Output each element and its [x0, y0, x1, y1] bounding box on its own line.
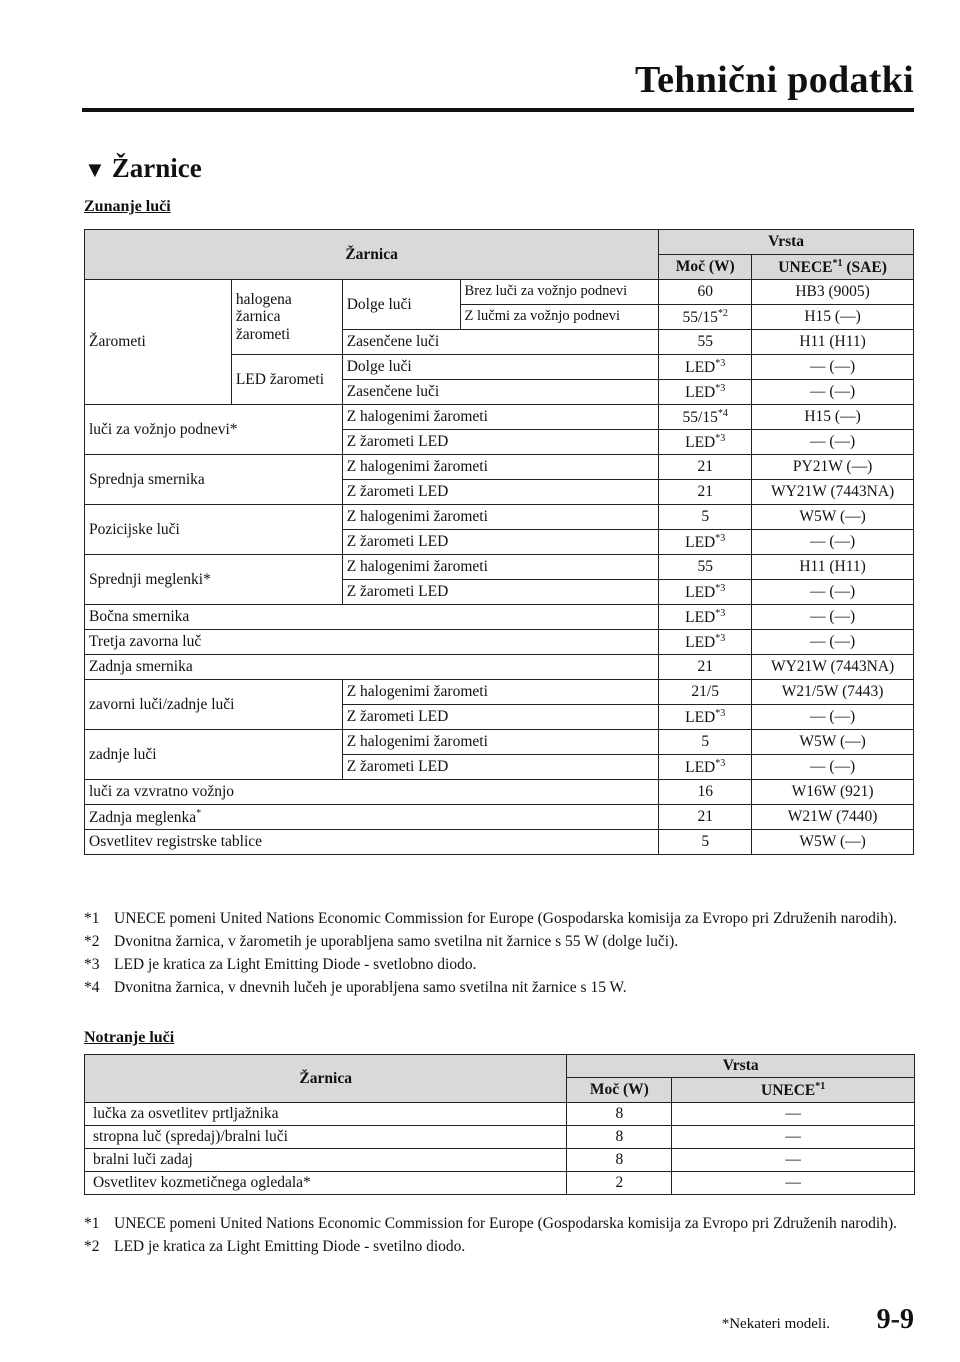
- header-rule: [82, 108, 914, 112]
- header-power: Moč (W): [567, 1078, 672, 1103]
- exterior-footnotes: [84, 907, 914, 999]
- table-row: Osvetlitev kozmetičnega ogledala* 2 —: [85, 1172, 915, 1195]
- section-title-text: Žarnice: [111, 153, 202, 183]
- table-row: Z žarometi LED LED$^{*3}$ — (—): [85, 755, 914, 780]
- table-row: Osvetlitev registrske tablice 5 W5W (—): [85, 830, 914, 855]
- header-unece: UNECE$^{*1}$: [672, 1078, 915, 1103]
- table-row: Pozicijske luči Z halogenimi žarometi 5 W5W (—): [85, 505, 914, 530]
- interior-lights-title: Notranje luči: [84, 1029, 175, 1046]
- footer-note: *Nekateri modeli.: [721, 1316, 830, 1332]
- section-title: [84, 153, 202, 184]
- table-row: luči za vožnjo podnevi* Z halogenimi žarometi 55/15$^{*4}$ H15 (—): [85, 405, 914, 430]
- header-unece: UNECE$^{*1}$ (SAE): [752, 255, 914, 280]
- table-row: Z žarometi LED LED$^{*3}$ — (—): [85, 430, 914, 455]
- header-power: Moč (W): [659, 255, 752, 280]
- table-row: lučka za osvetlitev prtljažnika 8 —: [85, 1103, 915, 1126]
- table-row: Z žarometi LED LED$^{*3}$ — (—): [85, 530, 914, 555]
- page-header-title: Tehnični podatki: [634, 59, 914, 101]
- footnote: *2 LED je kratica za Light Emitting Diode - svetilno diodo.: [84, 1238, 466, 1255]
- header-bulb: Žarnica: [85, 1055, 567, 1103]
- table-row: Bočna smernika LED$^{*3}$ — (—): [85, 605, 914, 630]
- footnote: *3 LED je kratica za Light Emitting Diode - svetlobno diodo.: [84, 956, 477, 973]
- table-row: LED žarometi Dolge luči LED$^{*3}$ — (—): [85, 355, 914, 380]
- triangle-bullet-icon: ▼: [84, 157, 106, 182]
- footnote: *4 Dvonitna žarnica, v dnevnih lučeh je uporabljena samo svetilna nit žarnice s 15 W.: [84, 979, 627, 996]
- header-type: Vrsta: [567, 1055, 915, 1078]
- interior-bulb-table: [84, 1054, 915, 1195]
- table-row: luči za vzvratno vožnjo 16 W16W (921): [85, 780, 914, 805]
- header-type: Vrsta: [659, 230, 914, 255]
- footnote: *1 UNECE pomeni United Nations Economic Commission for Europe (Gospodarska komisija za Evropo pri Združenih narodih).: [84, 910, 898, 927]
- table-row: Zasenčene luči 55 H11 (H11): [85, 330, 914, 355]
- table-row: Žarometi halogena žarnica žarometi Dolge luči Brez luči za vožnjo podnevi 60 HB3 (9005): [85, 280, 914, 305]
- table-row: Zadnja smernika 21 WY21W (7443NA): [85, 655, 914, 680]
- header-bulb: Žarnica: [85, 230, 659, 280]
- table-row: bralni luči zadaj 8 —: [85, 1149, 915, 1172]
- table-row: Z žarometi LED LED$^{*3}$ — (—): [85, 705, 914, 730]
- table-row: Z žarometi LED LED$^{*3}$ — (—): [85, 580, 914, 605]
- exterior-bulb-table: [84, 229, 914, 855]
- footnote: *2 Dvonitna žarnica, v žarometih je uporabljena samo svetilna nit žarnice s 55 W (dolge luči).: [84, 933, 679, 950]
- table-row: zadnje luči Z halogenimi žarometi 5 W5W (—): [85, 730, 914, 755]
- page-number: 9-9: [876, 1304, 914, 1335]
- table-row: Tretja zavorna luč LED$^{*3}$ — (—): [85, 630, 914, 655]
- table-row: Sprednji meglenki* Z halogenimi žarometi 55 H11 (H11): [85, 555, 914, 580]
- table-row: Zasenčene luči LED$^{*3}$ — (—): [85, 380, 914, 405]
- interior-footnotes: [84, 1212, 914, 1258]
- table-row: Zadnja meglenka* 21 W21W (7440): [85, 805, 914, 830]
- table-row: stropna luč (spredaj)/bralni luči 8 —: [85, 1126, 915, 1149]
- footnote: *1 UNECE pomeni United Nations Economic Commission for Europe (Gospodarska komisija za Evropo pri Združenih narodih).: [84, 1215, 898, 1232]
- exterior-lights-title: Zunanje luči: [84, 198, 171, 215]
- table-row: Sprednja smernika Z halogenimi žarometi 21 PY21W (—): [85, 455, 914, 480]
- table-row: Z žarometi LED 21 WY21W (7443NA): [85, 480, 914, 505]
- table-row: Z lučmi za vožnjo podnevi 55/15$^{*2}$ H15 (—): [85, 305, 914, 330]
- table-row: zavorni luči/zadnje luči Z halogenimi žarometi 21/5 W21/5W (7443): [85, 680, 914, 705]
